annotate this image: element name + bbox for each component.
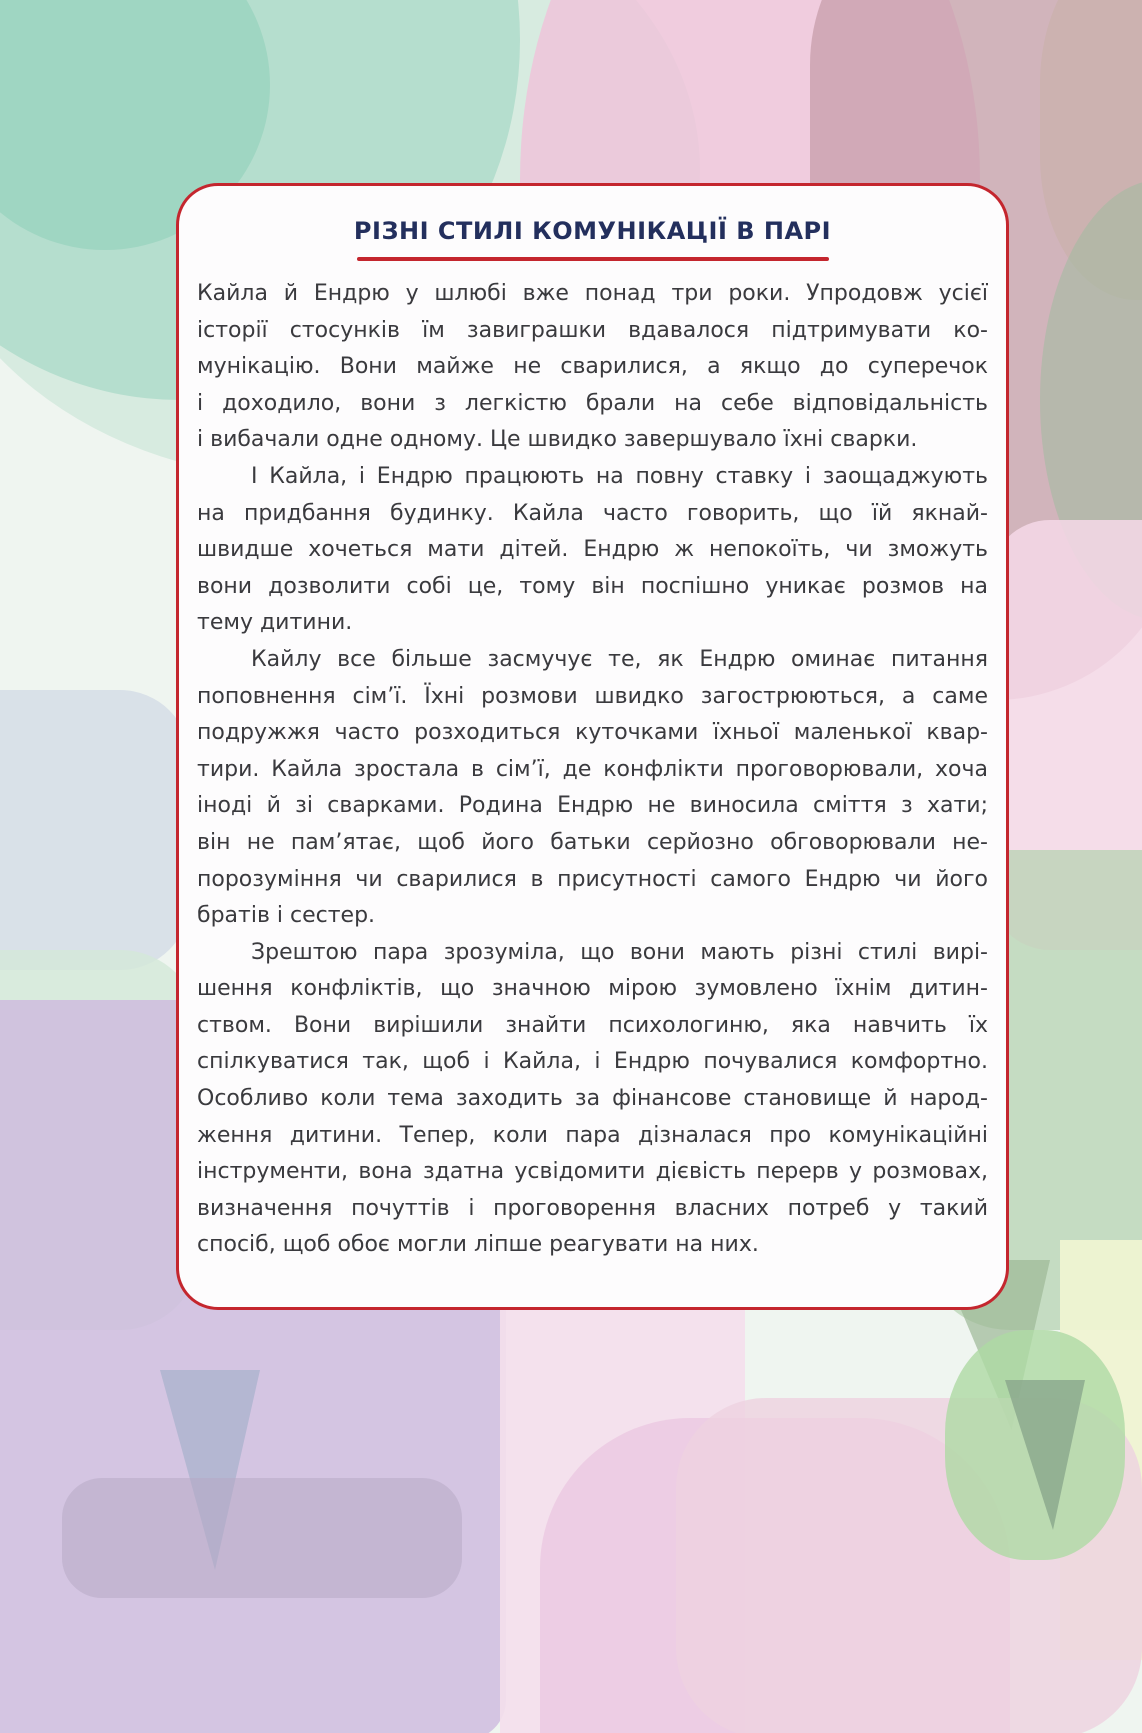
text-line: поповнення сім’ї. Їхні розмови швидко загострюються, а саме: [197, 683, 988, 709]
text-line: подружжя часто розходиться куточками їхньої маленької квар-: [197, 720, 988, 746]
text-line: на придбання будинку. Кайла часто говорить, що їй якнай-: [197, 500, 988, 526]
background-bubble-graylavender: [62, 1478, 462, 1598]
text-line: Кайлу все більше засмучує те, як Ендрю оминає питання: [251, 646, 988, 672]
title-underline: [357, 257, 829, 261]
text-line: вони дозволити собі це, тому він поспішно уникає розмов на: [197, 573, 988, 599]
text-line: І Кайла, і Ендрю працюють на повну ставку і заощаджують: [251, 463, 988, 489]
text-line: Особливо коли тема заходить за фінансове становище й народ-: [197, 1086, 988, 1112]
text-line: порозуміння чи сварилися в присутності самого Ендрю чи його: [197, 866, 988, 892]
text-line: визначення почуттів і проговорення власних потреб у такий: [197, 1195, 988, 1221]
text-line: братів і сестер.: [197, 903, 376, 929]
text-line: і вибачали одне одному. Це швидко завершувало їхні сварки.: [197, 427, 918, 453]
text-line: спосіб, щоб обоє могли ліпше реагувати на них.: [197, 1232, 759, 1258]
text-line: Кайла й Ендрю у шлюбі вже понад три роки. Упродовж усієї: [197, 281, 988, 306]
text-line: тему дитини.: [197, 610, 353, 636]
text-line: мунікацію. Вони майже не сварилися, а якщо до суперечок: [197, 354, 988, 380]
page-title: РІЗНІ СТИЛІ КОМУНІКАЦІЇ В ПАРІ: [353, 217, 832, 245]
text-line: він не пам’ятає, щоб його батьки серйозно обговорювали не-: [197, 829, 988, 855]
text-line: Зрештою пара зрозуміла, що вони мають різні стилі вирі-: [251, 939, 988, 965]
text-line: ження дитини. Тепер, коли пара дізналася про комунікаційні: [197, 1122, 988, 1148]
text-line: тири. Кайла зростала в сім’ї, де конфлікти проговорювали, хоча: [197, 756, 988, 782]
text-line: ством. Вони вирішили знайти психологиню, яка навчить їх: [197, 1012, 988, 1038]
background-bubble-bluegray-left: [0, 690, 190, 970]
text-line: і доходило, вони з легкістю брали на себе відповідальність: [197, 390, 988, 416]
text-line: інструменти, вона здатна усвідомити дієвість перерв у розмовах,: [197, 1159, 988, 1185]
text-line: іноді й зі сварками. Родина Ендрю не виносила сміття з хати;: [197, 793, 988, 819]
text-line: спілкуватися так, щоб і Кайла, і Ендрю почувалися комфортно.: [197, 1049, 988, 1075]
text-line: швидше хочеться мати дітей. Ендрю ж непокоїть, чи зможуть: [197, 537, 988, 563]
case-study-card: [176, 183, 1009, 1310]
text-line: шення конфліктів, що значною мірою зумовлено їхнім дитин-: [197, 976, 988, 1002]
case-study-text: [197, 276, 988, 1264]
text-line: історії стосунків їм завиграшки вдавалося підтримувати ко-: [197, 317, 988, 343]
